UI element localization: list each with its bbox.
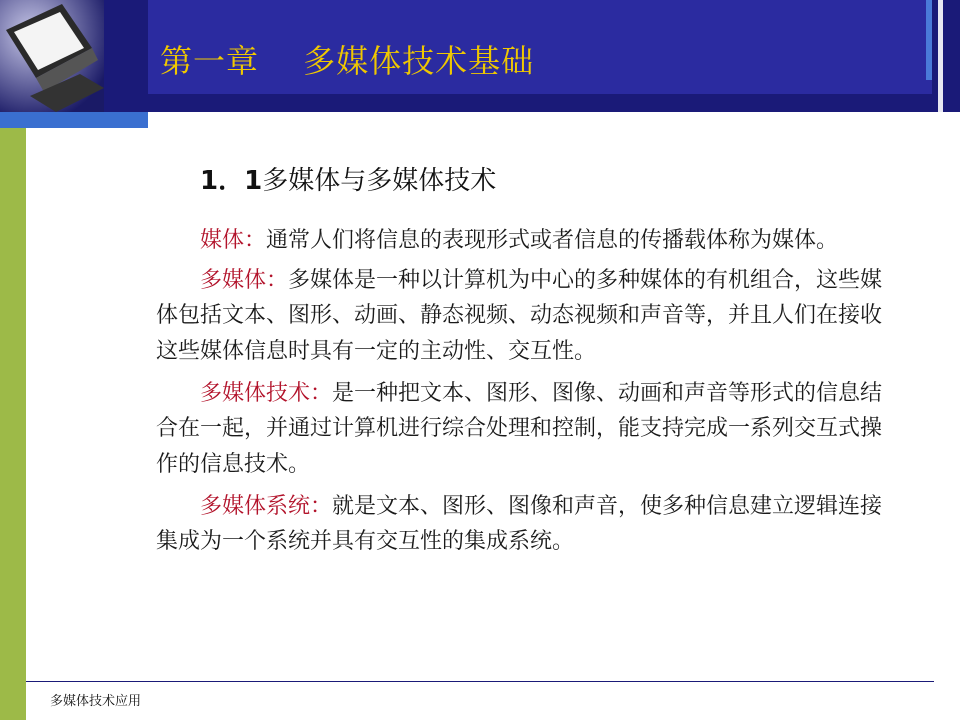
definition-text: 就是文本、图形、图像和声音，使多种信息建立逻辑连接集成为一个系统并具有交互性的集成系统。	[156, 493, 883, 555]
chapter-title: 第一章 多媒体技术基础	[160, 42, 535, 80]
content-body	[156, 226, 896, 560]
blue-stripe	[0, 112, 148, 128]
definition-term: 多媒体：	[200, 267, 289, 293]
definition-term: 多媒体系统：	[200, 493, 333, 519]
definition-text: 多媒体是一种以计算机为中心的多种媒体的有机组合，这些媒体包括文本、图形、动画、静态视频、动态视频和声音等，并且人们在接收这些媒体信息时具有一定的主动性、交互性。	[156, 267, 883, 365]
definition-term: 多媒体技术：	[200, 380, 333, 406]
section-number: 1．1	[200, 166, 263, 196]
green-stripe	[0, 128, 26, 720]
definition-multimedia	[156, 263, 896, 370]
definition-term: 媒体：	[200, 228, 267, 253]
section-title: 多媒体与多媒体技术	[262, 166, 497, 196]
definition-multimedia-technology	[156, 376, 896, 483]
definition-text: 是一种把文本、图形、图像、动画和声音等形式的信息结合在一起，并通过计算机进行综合处理和控制，能支持完成一系列交互式操作的信息技术。	[156, 380, 883, 477]
definition-media	[156, 226, 896, 257]
computer-monitor-logo	[0, 0, 104, 112]
definition-multimedia-system	[156, 489, 896, 560]
definition-text: 通常人们将信息的表现形式或者信息的传播载体称为媒体。	[266, 228, 839, 253]
accent-bar-light	[938, 0, 943, 112]
footer-divider	[26, 681, 934, 682]
accent-bar	[926, 0, 932, 80]
footer-text: 多媒体技术应用	[50, 694, 142, 709]
section-heading	[200, 160, 496, 197]
